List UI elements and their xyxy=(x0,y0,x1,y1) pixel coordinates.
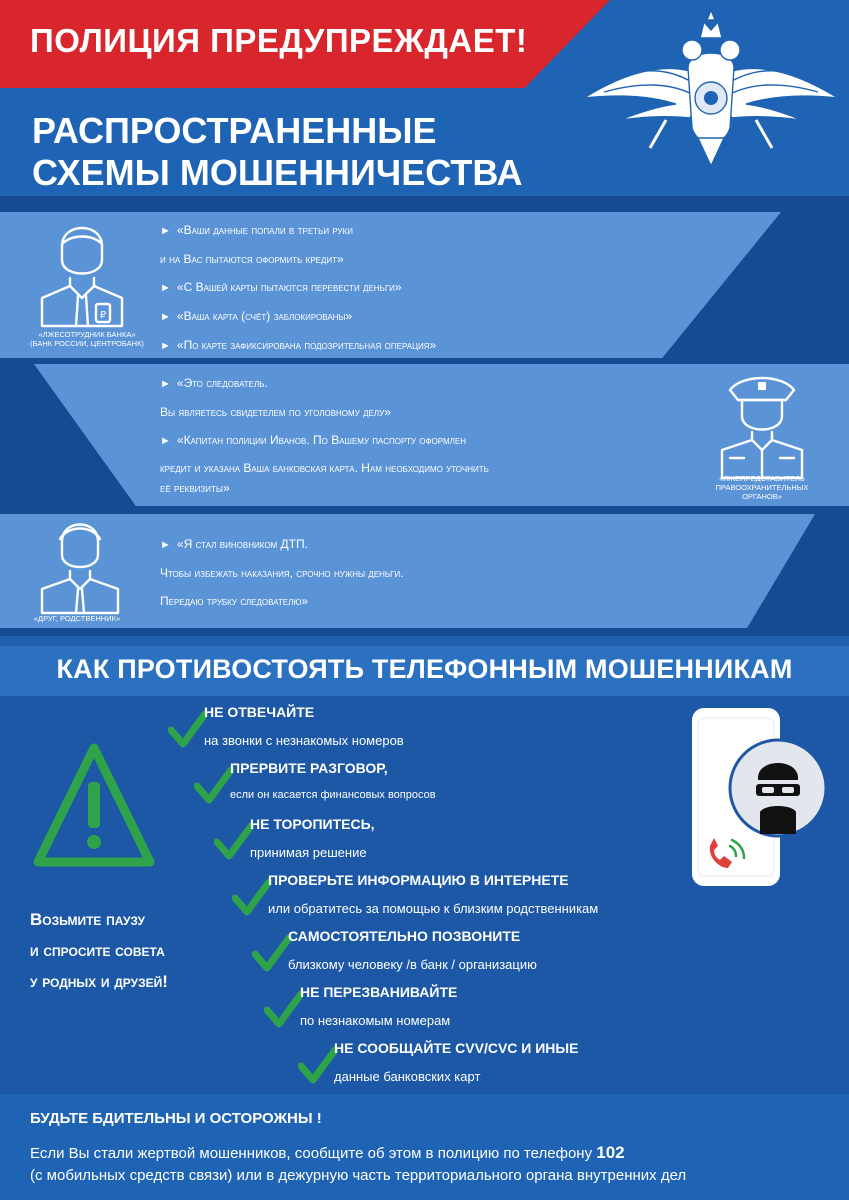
bank-employee-icon xyxy=(32,216,132,328)
quote-item xyxy=(160,559,404,587)
advice-line: у родных и друзей! xyxy=(30,972,168,991)
caption-line-2: ПРАВООХРАНИТЕЛЬНЫХ ОРГАНОВ» xyxy=(715,483,809,501)
tip-heading: ПРОВЕРЬТЕ ИНФОРМАЦИЮ В ИНТЕРНЕТЕ xyxy=(268,872,569,888)
tip-heading: НЕ ПЕРЕЗВАНИВАЙТЕ xyxy=(300,984,458,1000)
quote-text: Чтобы избежать наказания, срочно нужны деньги. xyxy=(160,566,404,580)
tip-heading: НЕ ТОРОПИТЕСЬ, xyxy=(250,816,375,832)
police-officer-icon xyxy=(712,370,812,480)
quote-text: кредит и указана Ваша банковская карта. Нам необходимо уточнить xyxy=(160,461,489,475)
triangle-bullet-icon: ► xyxy=(160,435,171,447)
page-title-line-2: СХЕМЫ МОШЕННИЧЕСТВА xyxy=(32,152,523,193)
tip-description: по незнакомым номерам xyxy=(300,1013,451,1028)
tip-description: на звонки с незнакомых номеров xyxy=(204,733,404,748)
quote-item xyxy=(160,369,489,398)
check-icon xyxy=(232,878,272,916)
caption-bank-employee xyxy=(22,330,152,348)
quote-text: Вы являетесь свидетелем по уголовному делу» xyxy=(160,405,391,419)
quote-text: и на Вас пытаются оформить кредит» xyxy=(160,252,344,266)
quote-text: «Это следователь. xyxy=(176,376,268,390)
quote-item xyxy=(160,302,436,331)
footer-text xyxy=(30,1142,686,1187)
caption-line-1: «ЛЖЕПРЕДСТАВИТЕЛЬ xyxy=(719,474,805,483)
footer-line-2: (с мобильных средств связи) или в дежурную часть территориального органа внутренних дел xyxy=(30,1167,687,1184)
check-icon xyxy=(252,934,292,972)
quote-item xyxy=(160,455,489,481)
svg-text:₽: ₽ xyxy=(99,310,107,321)
warning-title: ПОЛИЦИЯ ПРЕДУПРЕЖДАЕТ! xyxy=(30,22,528,59)
check-icon xyxy=(298,1046,338,1084)
quote-text: «По карте зафиксирована подозрительная операция» xyxy=(176,338,437,352)
quote-item xyxy=(160,216,436,245)
quote-text: «Ваша карта (счёт) заблокированы» xyxy=(176,309,353,323)
page-title xyxy=(32,110,523,194)
caption-line-1: «ЛЖЕСОТРУДНИК БАНКА» xyxy=(38,330,136,339)
tip-description: или обратитесь за помощью к близким родственникам xyxy=(268,901,599,916)
scheme-quotes-bank xyxy=(160,216,436,360)
scheme-quotes-relative xyxy=(160,530,404,615)
caption-line-2: (БАНК РОССИИ, ЦЕНТРОБАНК) xyxy=(30,339,144,348)
quote-item xyxy=(160,481,489,495)
quote-text: её реквизиты» xyxy=(160,481,230,495)
quote-text: «Я стал виновником ДТП. xyxy=(176,537,308,551)
double-headed-eagle-emblem-icon xyxy=(580,8,842,168)
check-icon xyxy=(264,990,304,1028)
check-icon xyxy=(194,766,234,804)
footer-line-1-text: Если Вы стали жертвой мошенников, сообщите об этом в полицию по телефону xyxy=(30,1145,597,1162)
triangle-bullet-icon: ► xyxy=(160,311,171,323)
check-icon xyxy=(214,822,254,860)
caption-relative xyxy=(22,614,132,623)
tip-description: если он касается финансовых вопросов xyxy=(230,789,436,801)
quote-item xyxy=(160,331,436,360)
advice-line: и спросите совета xyxy=(30,941,165,960)
police-phone-number: 102 xyxy=(596,1143,625,1162)
quote-item xyxy=(160,398,489,426)
tip-description: данные банковских карт xyxy=(334,1069,481,1084)
page-title-line-1: РАСПРОСТРАНЕННЫЕ xyxy=(32,110,437,151)
advice-text xyxy=(30,904,168,997)
triangle-bullet-icon: ► xyxy=(160,539,171,551)
advice-line: Возьмите паузу xyxy=(30,910,145,929)
check-icon xyxy=(168,710,208,748)
quote-text: «Капитан полиции Иванов. По Вашему паспорту оформлен xyxy=(176,433,467,447)
quote-text: «Ваши данные попали в третьи руки xyxy=(176,223,354,237)
tip-heading: НЕ СООБЩАЙТЕ CVV/CVC И ИНЫЕ xyxy=(334,1040,579,1056)
quote-item xyxy=(160,273,436,302)
quote-text: «С Вашей карты пытаются перевести деньги» xyxy=(176,280,402,294)
footer-title: БУДЬТЕ БДИТЕЛЬНЫ И ОСТОРОЖНЫ ! xyxy=(30,1110,322,1127)
caption-line-1: «ДРУГ, РОДСТВЕННИК» xyxy=(33,614,121,623)
quote-text: Передаю трубку следователю» xyxy=(160,594,309,608)
tip-description: принимая решение xyxy=(250,845,367,860)
footer-line-1 xyxy=(30,1142,686,1165)
tip-heading: САМОСТОЯТЕЛЬНО ПОЗВОНИТЕ xyxy=(288,928,521,944)
caption-police-officer xyxy=(700,474,824,501)
quote-item xyxy=(160,245,436,273)
quote-item xyxy=(160,530,404,559)
tip-heading: ПРЕРВИТЕ РАЗГОВОР, xyxy=(230,760,388,776)
quote-item xyxy=(160,426,489,455)
warning-triangle-icon xyxy=(32,742,156,868)
tip-heading: НЕ ОТВЕЧАЙТЕ xyxy=(204,704,315,720)
tip-description: близкому человеку /в банк / организацию xyxy=(288,957,537,972)
triangle-bullet-icon: ► xyxy=(160,378,171,390)
scam-call-phone-icon xyxy=(688,706,830,888)
scheme-quotes-police xyxy=(160,369,489,495)
triangle-bullet-icon: ► xyxy=(160,282,171,294)
relative-icon xyxy=(32,515,128,615)
howto-title: КАК ПРОТИВОСТОЯТЬ ТЕЛЕФОННЫМ МОШЕННИКАМ xyxy=(56,654,793,684)
quote-item xyxy=(160,587,404,615)
triangle-bullet-icon: ► xyxy=(160,225,171,237)
triangle-bullet-icon: ► xyxy=(160,340,171,352)
